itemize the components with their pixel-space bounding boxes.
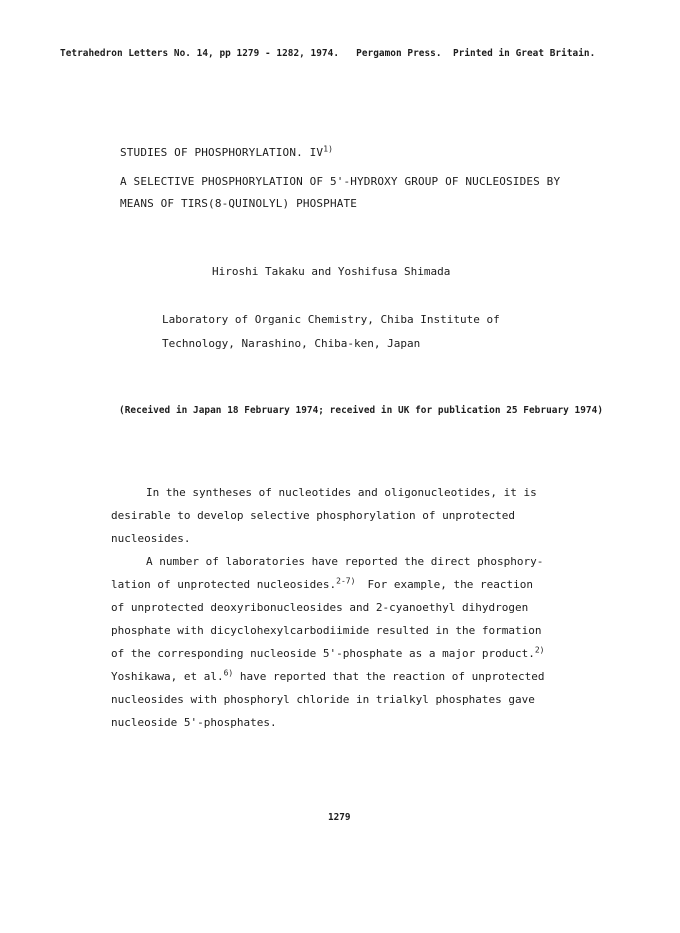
- citation-reference: 6): [223, 668, 234, 678]
- journal-header: [60, 48, 595, 59]
- received-dates: (Received in Japan 18 February 1974; received in UK for publication 25 February 1974): [119, 405, 604, 416]
- printed-location: Printed in Great Britain.: [452, 48, 596, 59]
- citation-reference: 2): [534, 645, 545, 655]
- page-number: 1279: [328, 812, 351, 823]
- author-names: Hiroshi Takaku and Yoshifusa Shimada: [212, 265, 451, 278]
- affiliation-line-2: Technology, Narashino, Chiba-ken, Japan: [162, 337, 421, 350]
- body-line: [111, 647, 544, 660]
- title-line-3: MEANS OF TIRS(8-QUINOLYL) PHOSPHATE: [120, 197, 358, 210]
- title-text-1: STUDIES OF PHOSPHORYLATION. IV: [120, 146, 324, 159]
- body-text: Yoshikawa, et al.: [111, 670, 224, 683]
- body-text: have reported that the reaction of unprotected: [239, 670, 545, 683]
- publisher-name: Pergamon Press.: [356, 48, 442, 59]
- affiliation-line-1: Laboratory of Organic Chemistry, Chiba Institute of: [162, 313, 500, 326]
- body-line: of unprotected deoxyribonucleosides and 2-cyanoethyl dihydrogen: [111, 601, 529, 614]
- body-line: nucleoside 5'-phosphates.: [111, 716, 277, 729]
- body-line: [111, 670, 545, 683]
- title-line-2: A SELECTIVE PHOSPHORYLATION OF 5'-HYDROXY GROUP OF NUCLEOSIDES BY: [120, 175, 561, 188]
- body-line: phosphate with dicyclohexylcarbodiimide resulted in the formation: [111, 624, 542, 637]
- body-line: [111, 578, 533, 591]
- body-line: A number of laboratories have reported the direct phosphory-: [146, 555, 544, 568]
- body-line: desirable to develop selective phosphorylation of unprotected: [111, 509, 515, 522]
- body-line: nucleosides with phosphoryl chloride in trialkyl phosphates gave: [111, 693, 535, 706]
- body-line: In the syntheses of nucleotides and oligonucleotides, it is: [146, 486, 537, 499]
- citation-reference: 2-7): [336, 576, 356, 586]
- body-text: For example, the reaction: [367, 578, 534, 591]
- title-line-1: [120, 146, 333, 159]
- body-line: nucleosides.: [111, 532, 191, 545]
- journal-citation: Tetrahedron Letters No. 14, pp 1279 - 1282, 1974.: [60, 48, 340, 59]
- body-text: of the corresponding nucleoside 5'-phosphate as a major product.: [111, 647, 535, 660]
- title-reference: 1): [323, 144, 334, 154]
- body-text: lation of unprotected nucleosides.: [111, 578, 337, 591]
